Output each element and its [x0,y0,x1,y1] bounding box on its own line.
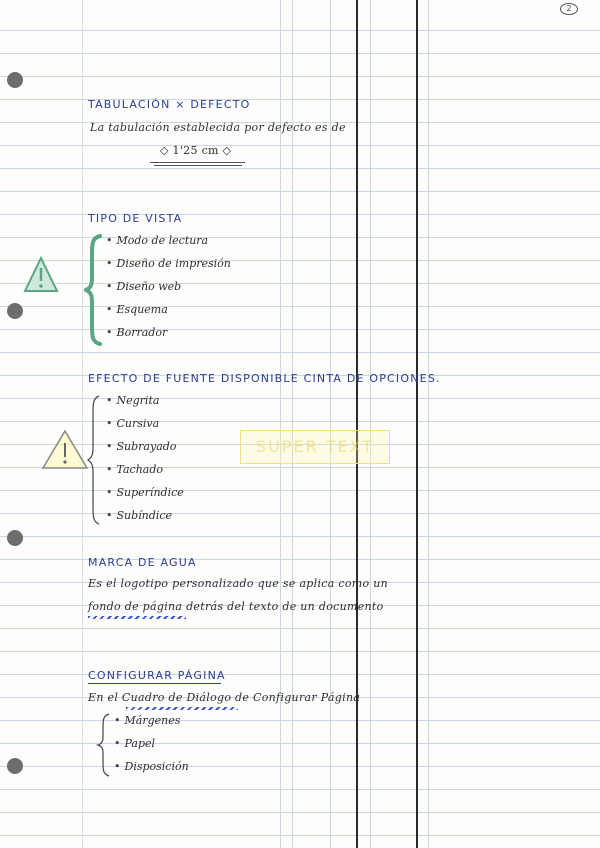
heading-tipo-vista: TIPO DE VISTA [88,212,183,225]
list-item: • Borrador [106,323,231,346]
wavy-underline [126,707,238,710]
list-item: • Disposición [114,757,189,780]
list-item: • Subíndice [106,506,184,529]
warning-triangle-icon [40,428,90,472]
vertical-rule-dark [416,0,418,848]
page-number: 2 [560,3,578,15]
value-underline [154,165,242,166]
marca-agua-line1: Es el logotipo personalizado que se aplica como un [88,577,389,590]
list-item: • Negrita [106,391,184,414]
list-item: • Cursiva [106,414,184,437]
list-item: • Subrayado [106,437,184,460]
binder-hole [7,530,23,546]
list-item: • Diseño de impresión [106,254,231,277]
heading-efecto-fuente: EFECTO DE FUENTE DISPONIBLE CINTA DE OPCIONES. [88,372,441,385]
heading-tabulacion: TABULACIÓN × DEFECTO [88,98,251,111]
list-item: • Superíndice [106,483,184,506]
list-item: • Papel [114,734,189,757]
curly-brace [96,712,112,778]
list-item: • Esquema [106,300,231,323]
configurar-pagina-list [114,711,189,780]
list-item: • Diseño web [106,277,231,300]
binder-hole [7,758,23,774]
value-underline [150,162,245,163]
tipo-vista-list [106,231,231,346]
binder-hole [7,303,23,319]
configurar-pagina-intro: En el Cuadro de Diálogo de Configurar Página [88,691,361,704]
marca-agua-line2: fondo de página detrás del texto de un documento [88,600,384,613]
vertical-rule-dark [356,0,358,848]
list-item: • Modo de lectura [106,231,231,254]
list-item: • Márgenes [114,711,189,734]
list-item: • Tachado [106,460,184,483]
warning-triangle-icon [22,255,60,295]
curly-brace [86,394,102,526]
heading-underline [88,683,221,684]
vertical-rule [428,0,429,848]
super-text-stamp: SUPER TEXT [240,430,390,464]
efecto-fuente-list [106,391,184,529]
heading-marca-agua: MARCA DE AGUA [88,556,197,569]
wavy-underline [88,616,186,619]
margin-line [82,0,83,848]
curly-brace-green [84,234,104,346]
heading-configurar-pagina: CONFIGURAR PÁGINA [88,669,226,682]
vertical-rule [370,0,371,848]
binder-hole [7,72,23,88]
tabulacion-value: ◇ 1'25 cm ◇ [160,144,232,157]
tabulacion-text: La tabulación establecida por defecto es de [90,121,346,134]
